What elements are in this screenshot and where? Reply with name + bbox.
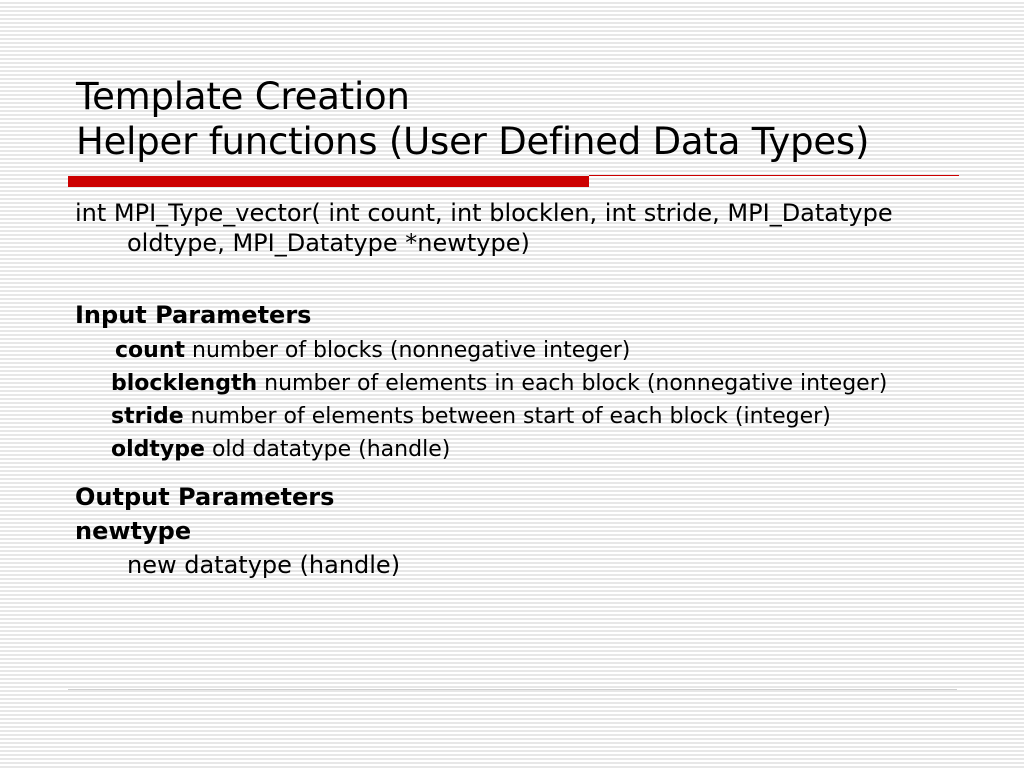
param-desc: number of blocks (nonnegative integer) [192, 338, 631, 363]
output-parameters-heading: Output Parameters [75, 483, 335, 511]
output-param-name: newtype [75, 517, 192, 545]
title-underline-accent [68, 176, 589, 187]
input-parameters-heading: Input Parameters [75, 301, 312, 329]
title-underline-thin [589, 175, 959, 176]
param-name: blocklength [111, 371, 258, 396]
param-oldtype [75, 437, 957, 462]
slide-title [76, 74, 976, 164]
param-blocklength [75, 371, 957, 396]
param-desc: number of elements between start of each block (integer) [190, 404, 831, 429]
output-param-desc: new datatype (handle) [127, 551, 401, 579]
param-name: stride [111, 404, 184, 429]
function-signature: int MPI_Type_vector( int count, int blocklen, int stride, MPI_Datatype oldtype, MPI_Datatype *newtype) [75, 199, 893, 257]
title-line-2: Helper functions (User Defined Data Types) [76, 120, 870, 163]
param-name: oldtype [111, 437, 205, 462]
param-count [75, 338, 945, 363]
param-stride [75, 404, 957, 429]
param-desc: old datatype (handle) [211, 437, 451, 462]
param-desc: number of elements in each block (nonnegative integer) [264, 371, 888, 396]
slide-body [75, 198, 975, 580]
footer-divider [68, 689, 957, 690]
title-line-1: Template Creation [76, 75, 410, 118]
param-name: count [115, 338, 185, 363]
